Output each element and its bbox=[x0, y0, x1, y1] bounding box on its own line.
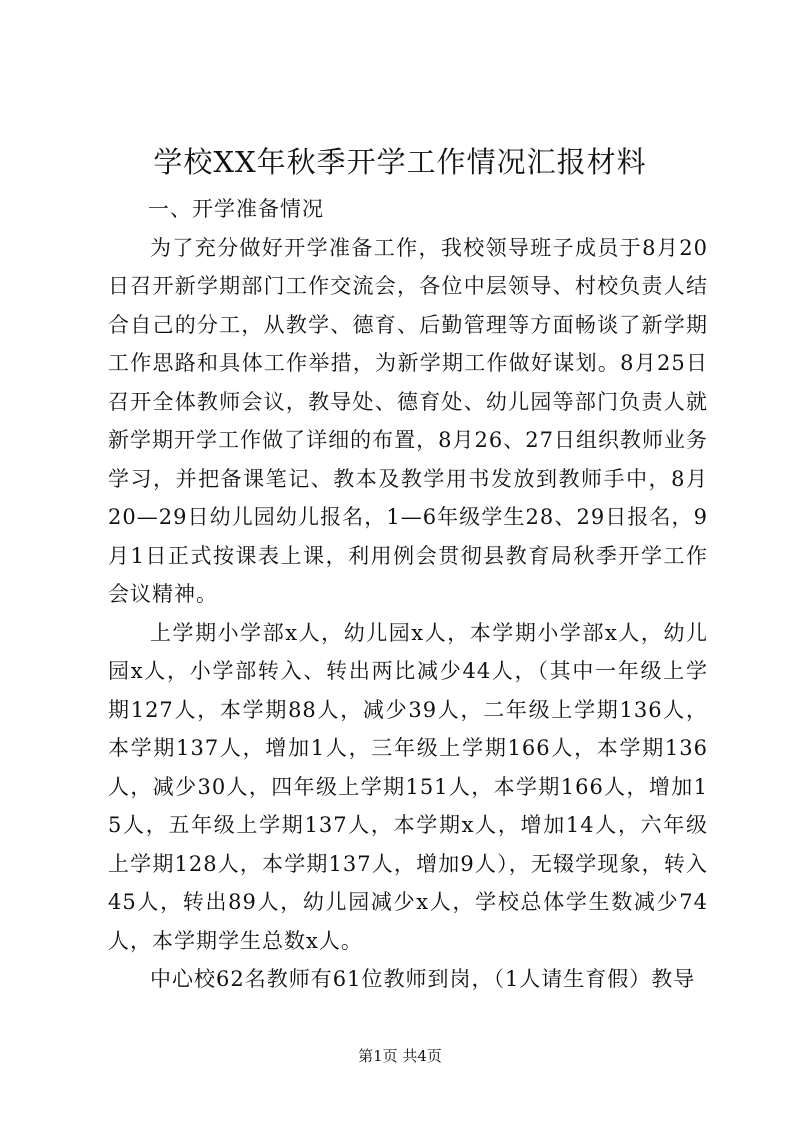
paragraph-teachers: 中心校62名教师有61位教师到岗，（1人请生育假）教导 bbox=[150, 967, 696, 991]
page-footer: 第1页 共4页 bbox=[358, 1047, 442, 1065]
document-body bbox=[108, 190, 708, 999]
document-title: 学校XX年秋季开学工作情况汇报材料 bbox=[153, 145, 647, 179]
section-heading: 一、开学准备情况 bbox=[148, 197, 324, 221]
paragraph-enrollment: 上学期小学部x人，幼儿园x人，本学期小学部x人，幼儿园x人，小学部转入、转出两比减少44人，（其中一年级上学期127人，本学期88人，减少39人，二年级上学期136人，本学期137人，增加1人，三年级上学期166人，本学期136人，减少30人，四年级上学期151人，本学期166人，增加15人，五年级上学期137人，本学期x人，增加14人，六年级上学期128人，本学期137人，增加9人），无辍学现象，转入45人，转出89人，幼儿园减少x人，学校总体学生数减少74人，本学期学生总数x人。 bbox=[108, 620, 708, 953]
paragraph-preparation: 为了充分做好开学准备工作，我校领导班子成员于8月20日召开新学期部门工作交流会，各位中层领导、村校负责人结合自己的分工，从教学、德育、后勤管理等方面畅谈了新学期工作思路和具体工作举措，为新学期工作做好谋划。8月25日召开全体教师会议，教导处、德育处、幼儿园等部门负责人就新学期开学工作做了详细的布置，8月26、27日组织教师业务学习，并把备课笔记、教本及教学用书发放到教师手中，8月20—29日幼儿园幼儿报名，1—6年级学生28、29日报名，9月1日正式按课表上课，利用例会贯彻县教育局秋季开学工作会议精神。 bbox=[108, 235, 708, 606]
